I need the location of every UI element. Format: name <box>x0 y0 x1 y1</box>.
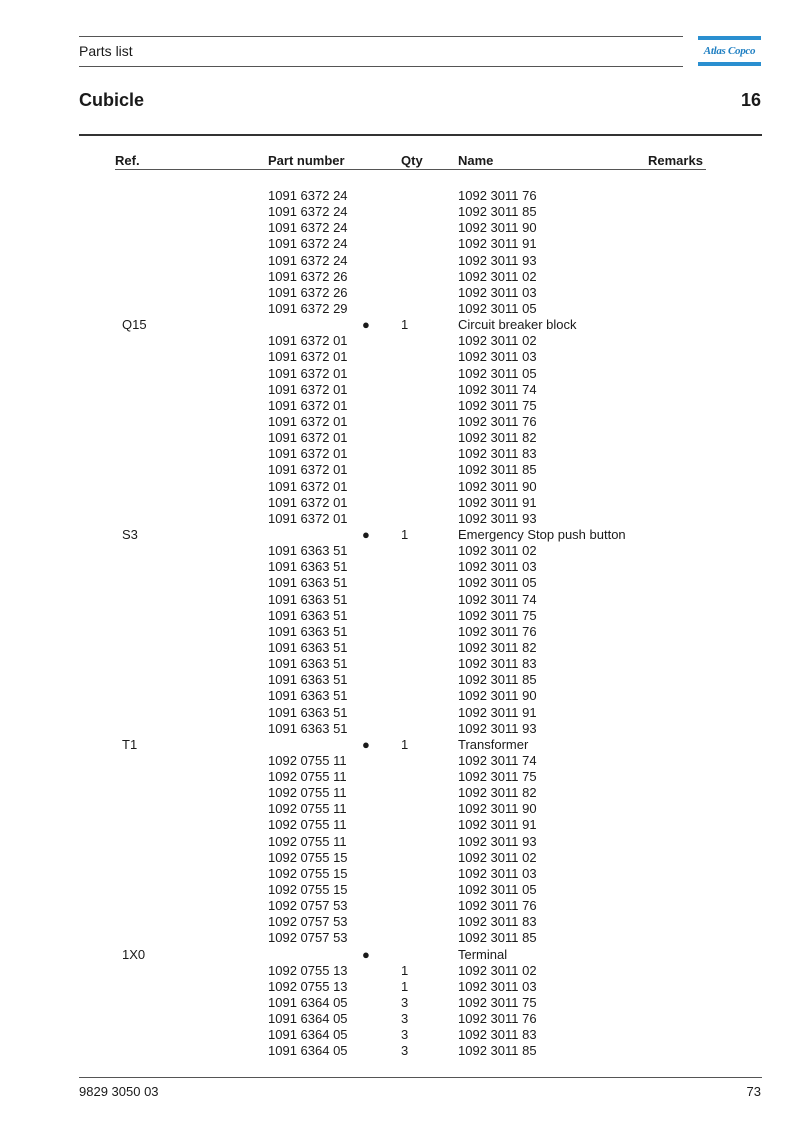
cell-part-number: 1091 6372 24 <box>268 252 348 268</box>
cell-name: 1092 3011 91 <box>458 817 537 833</box>
cell-name: 1092 3011 75 <box>458 607 537 623</box>
cell-ref: T1 <box>122 736 138 752</box>
cell-qty: 1 <box>401 962 409 978</box>
table-row <box>0 414 800 430</box>
table-row <box>0 543 800 559</box>
table-row <box>0 817 800 833</box>
cell-part-number: 1091 6372 01 <box>268 478 348 494</box>
cell-name: 1092 3011 83 <box>458 446 537 462</box>
cell-name: 1092 3011 85 <box>458 1043 537 1059</box>
cell-qty: 1 <box>401 978 409 994</box>
cell-part-number: 1091 6364 05 <box>268 1043 348 1059</box>
cell-part-number: 1091 6363 51 <box>268 688 348 704</box>
cell-name: 1092 3011 75 <box>458 397 537 413</box>
table-row <box>0 737 800 753</box>
cell-name: 1092 3011 76 <box>458 413 537 429</box>
column-header-name: Name <box>458 153 494 168</box>
table-row <box>0 914 800 930</box>
cell-qty: 1 <box>401 526 409 542</box>
table-row <box>0 462 800 478</box>
table-row <box>0 446 800 462</box>
cell-part-number: 1091 6364 05 <box>268 1011 348 1027</box>
cell-qty: 3 <box>401 1043 409 1059</box>
table-row <box>0 333 800 349</box>
cell-name: 1092 3011 83 <box>458 914 537 930</box>
cell-name: 1092 3011 85 <box>458 204 537 220</box>
table-row <box>0 301 800 317</box>
cell-name: 1092 3011 03 <box>458 865 537 881</box>
cell-name: 1092 3011 83 <box>458 656 537 672</box>
table-row <box>0 688 800 704</box>
cell-part-number: 1092 0755 11 <box>268 833 347 849</box>
column-header-qty: Qty <box>401 153 423 168</box>
cell-name: 1092 3011 83 <box>458 1027 537 1043</box>
cell-part-number: 1091 6363 51 <box>268 639 348 655</box>
cell-part-number: 1091 6372 01 <box>268 510 348 526</box>
table-row <box>0 575 800 591</box>
cell-part-number: 1091 6372 01 <box>268 397 348 413</box>
header-top-rule <box>79 36 683 37</box>
table-row <box>0 269 800 285</box>
table-row <box>0 479 800 495</box>
cell-part-number: 1092 0755 13 <box>268 962 348 978</box>
cell-name: 1092 3011 03 <box>458 349 537 365</box>
cell-part-number: 1091 6372 24 <box>268 236 348 252</box>
cell-part-number: 1091 6364 05 <box>268 1027 348 1043</box>
header-section-label: Parts list <box>79 43 133 59</box>
table-row <box>0 624 800 640</box>
cell-part-number: 1092 0755 11 <box>268 769 347 785</box>
table-row <box>0 511 800 527</box>
table-row <box>0 850 800 866</box>
footer-doc-number: 9829 3050 03 <box>79 1084 159 1099</box>
cell-part-number: 1092 0755 11 <box>268 752 347 768</box>
table-row <box>0 721 800 737</box>
cell-part-number: 1091 6363 51 <box>268 575 348 591</box>
cell-name: 1092 3011 85 <box>458 930 537 946</box>
table-row <box>0 769 800 785</box>
table-row <box>0 801 800 817</box>
cell-part-number: 1091 6363 51 <box>268 656 348 672</box>
cell-part-number: 1092 0755 15 <box>268 849 348 865</box>
table-row <box>0 285 800 301</box>
table-row <box>0 947 800 963</box>
cell-qty: 3 <box>401 1011 409 1027</box>
cell-name: 1092 3011 93 <box>458 252 537 268</box>
table-row <box>0 382 800 398</box>
cell-name: 1092 3011 03 <box>458 978 537 994</box>
table-row <box>0 898 800 914</box>
table-row <box>0 220 800 236</box>
cell-part-number: 1091 6372 29 <box>268 300 348 316</box>
column-header-rule <box>115 169 706 170</box>
table-row <box>0 640 800 656</box>
cell-name: 1092 3011 90 <box>458 220 537 236</box>
cell-part-number: 1092 0755 15 <box>268 882 348 898</box>
cell-part-number: 1092 0755 15 <box>268 865 348 881</box>
table-row <box>0 1027 800 1043</box>
cell-part-number: 1091 6372 24 <box>268 204 348 220</box>
cell-name: 1092 3011 93 <box>458 510 537 526</box>
table-row <box>0 963 800 979</box>
logo-bottom-bar <box>698 62 761 66</box>
cell-name: 1092 3011 76 <box>458 188 537 203</box>
cell-qty: 1 <box>401 736 409 752</box>
cell-name: 1092 3011 02 <box>458 543 537 559</box>
cell-bullet: ● <box>362 946 370 962</box>
cell-part-number: 1091 6372 01 <box>268 349 348 365</box>
column-header-remarks: Remarks <box>648 153 703 168</box>
table-row <box>0 349 800 365</box>
table-row <box>0 559 800 575</box>
cell-name: 1092 3011 93 <box>458 720 537 736</box>
column-header-part-number: Part number <box>268 153 345 168</box>
cell-part-number: 1091 6372 01 <box>268 413 348 429</box>
cell-name: 1092 3011 85 <box>458 672 537 688</box>
table-row <box>0 866 800 882</box>
section-number: 16 <box>740 90 761 110</box>
cell-name: 1092 3011 91 <box>458 236 537 252</box>
cell-part-number: 1092 0755 13 <box>268 978 348 994</box>
table-row <box>0 656 800 672</box>
table-row <box>0 592 800 608</box>
cell-name: 1092 3011 90 <box>458 801 537 817</box>
cell-name: 1092 3011 82 <box>458 639 537 655</box>
cell-part-number: 1091 6372 26 <box>268 268 348 284</box>
cell-ref: Q15 <box>122 317 147 333</box>
table-row <box>0 834 800 850</box>
table-row <box>0 204 800 220</box>
logo-wordmark: Atlas Copco <box>703 45 756 57</box>
table-row <box>0 705 800 721</box>
logo-top-bar <box>698 36 761 40</box>
cell-part-number: 1091 6363 51 <box>268 559 348 575</box>
cell-part-number: 1091 6372 01 <box>268 365 348 381</box>
cell-part-number: 1091 6363 51 <box>268 720 348 736</box>
table-row <box>0 495 800 511</box>
cell-name: 1092 3011 74 <box>458 591 537 607</box>
cell-name: 1092 3011 82 <box>458 430 537 446</box>
cell-name: 1092 3011 74 <box>458 381 537 397</box>
cell-part-number: 1092 0757 53 <box>268 930 348 946</box>
cell-ref: 1X0 <box>122 946 146 962</box>
cell-part-number: 1091 6363 51 <box>268 591 348 607</box>
cell-name: 1092 3011 85 <box>458 462 537 478</box>
cell-qty: 1 <box>401 317 409 333</box>
cell-part-number: 1091 6372 24 <box>268 220 348 236</box>
cell-name: Transformer <box>458 736 529 752</box>
cell-name: 1092 3011 76 <box>458 898 537 914</box>
cell-qty: 3 <box>401 995 409 1011</box>
table-row <box>0 527 800 543</box>
cell-bullet: ● <box>362 736 370 752</box>
table-row <box>0 882 800 898</box>
cell-part-number: 1091 6372 01 <box>268 494 348 510</box>
cell-bullet: ● <box>362 317 370 333</box>
cell-qty: 3 <box>401 1027 409 1043</box>
cell-name: 1092 3011 76 <box>458 623 537 639</box>
cell-part-number: 1091 6364 05 <box>268 995 348 1011</box>
cell-bullet: ● <box>362 526 370 542</box>
cell-part-number: 1092 0755 11 <box>268 785 347 801</box>
header-bottom-rule <box>79 66 683 67</box>
cell-name: 1092 3011 90 <box>458 688 537 704</box>
cell-name: Terminal <box>458 946 508 962</box>
table-row <box>0 253 800 269</box>
cell-name: 1092 3011 74 <box>458 752 537 768</box>
cell-name: 1092 3011 93 <box>458 833 537 849</box>
cell-part-number: 1091 6363 51 <box>268 623 348 639</box>
table-row <box>0 317 800 333</box>
cell-name: 1092 3011 05 <box>458 882 537 898</box>
cell-part-number: 1092 0757 53 <box>268 914 348 930</box>
table-row <box>0 979 800 995</box>
cell-name: 1092 3011 02 <box>458 849 537 865</box>
cell-part-number: 1091 6363 51 <box>268 607 348 623</box>
cell-name: 1092 3011 02 <box>458 333 537 349</box>
footer-rule <box>79 1077 762 1078</box>
cell-name: 1092 3011 76 <box>458 1011 537 1027</box>
table-row <box>0 785 800 801</box>
page-title: Cubicle <box>79 90 145 110</box>
cell-part-number: 1091 6363 51 <box>268 672 348 688</box>
cell-name: 1092 3011 02 <box>458 962 537 978</box>
cell-name: 1092 3011 05 <box>458 575 537 591</box>
cell-name: 1092 3011 02 <box>458 268 537 284</box>
cell-ref: S3 <box>122 526 138 542</box>
atlas-copco-logo <box>698 36 761 66</box>
cell-name: 1092 3011 82 <box>458 785 537 801</box>
cell-part-number: 1091 6372 01 <box>268 446 348 462</box>
table-row <box>0 672 800 688</box>
cell-part-number: 1091 6372 01 <box>268 430 348 446</box>
table-row <box>0 188 800 204</box>
cell-name: 1092 3011 75 <box>458 995 537 1011</box>
cell-name: 1092 3011 05 <box>458 365 537 381</box>
footer-page-number: 73 <box>746 1084 761 1099</box>
table-row <box>0 398 800 414</box>
cell-name: 1092 3011 91 <box>458 704 537 720</box>
cell-name: Emergency Stop push button <box>458 526 626 542</box>
table-row <box>0 995 800 1011</box>
cell-part-number: 1092 0755 11 <box>268 801 347 817</box>
table-row <box>0 608 800 624</box>
table-row <box>0 1043 800 1059</box>
cell-part-number: 1091 6372 26 <box>268 284 348 300</box>
cell-part-number: 1091 6372 01 <box>268 381 348 397</box>
cell-part-number: 1091 6372 01 <box>268 462 348 478</box>
cell-name: 1092 3011 90 <box>458 478 537 494</box>
cell-part-number: 1091 6372 01 <box>268 333 348 349</box>
title-rule <box>79 134 762 136</box>
cell-part-number: 1091 6363 51 <box>268 704 348 720</box>
table-row <box>0 930 800 946</box>
table-row <box>0 1011 800 1027</box>
cell-part-number: 1092 0757 53 <box>268 898 348 914</box>
cell-name: 1092 3011 03 <box>458 559 537 575</box>
cell-name: 1092 3011 91 <box>458 494 537 510</box>
cell-name: 1092 3011 05 <box>458 300 537 316</box>
cell-part-number: 1091 6363 51 <box>268 543 348 559</box>
cell-part-number: 1092 0755 11 <box>268 817 347 833</box>
column-header-ref: Ref. <box>115 153 140 168</box>
table-row <box>0 753 800 769</box>
table-row <box>0 430 800 446</box>
cell-name: Circuit breaker block <box>458 317 577 333</box>
cell-name: 1092 3011 75 <box>458 769 537 785</box>
cell-part-number: 1091 6372 24 <box>268 188 348 203</box>
cell-name: 1092 3011 03 <box>458 284 537 300</box>
table-row <box>0 236 800 252</box>
parts-table-body <box>0 188 800 1060</box>
table-row <box>0 366 800 382</box>
